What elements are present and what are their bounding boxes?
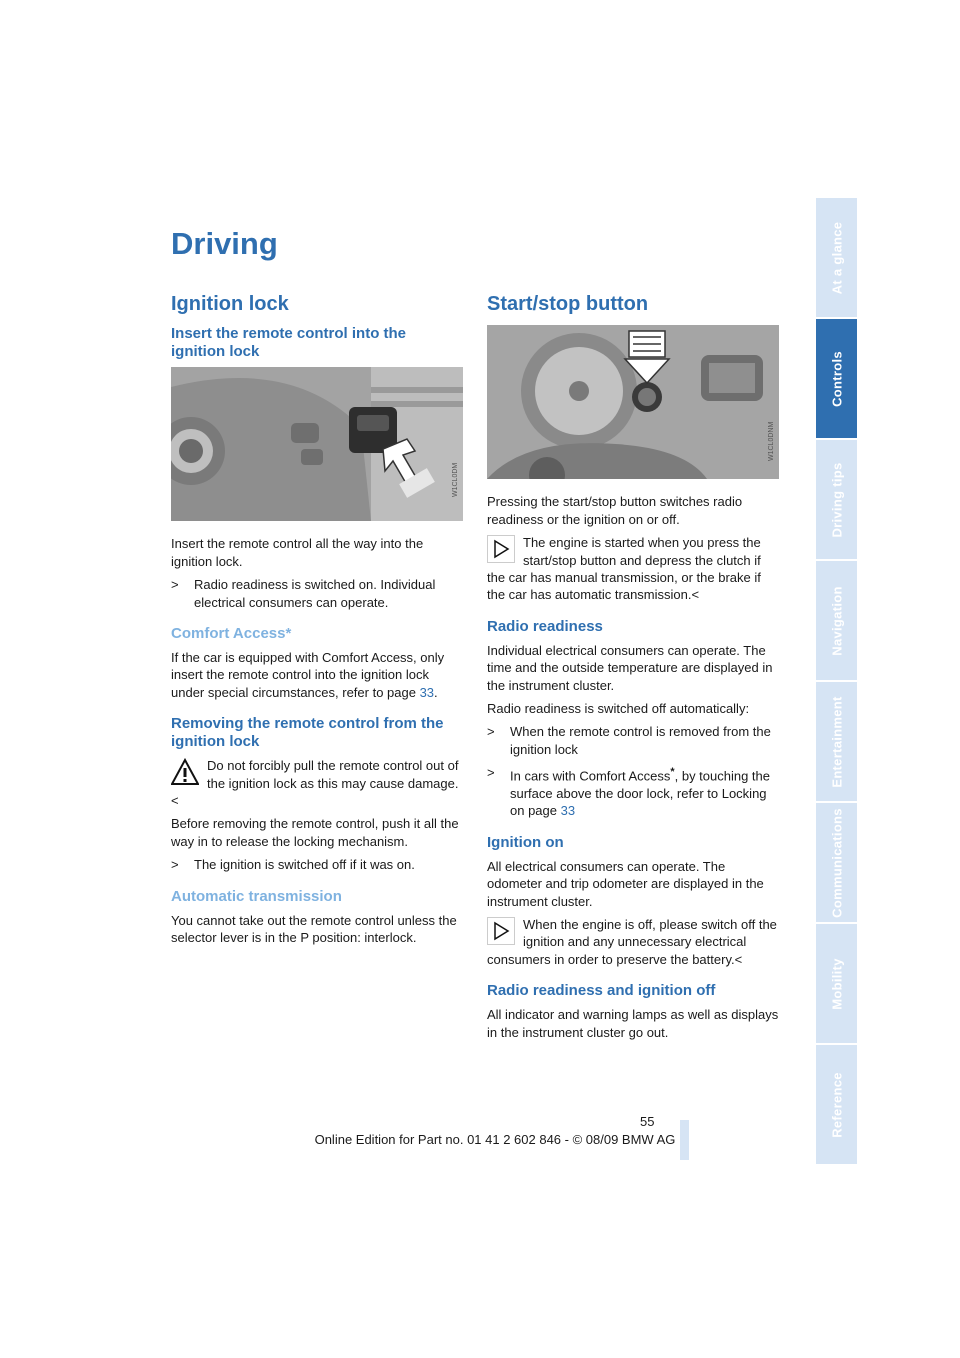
start-stop-heading: Start/stop button: [487, 293, 649, 315]
comfort-access-text: If the car is equipped with Comfort Access, only insert the remote control into the ignition lock under special circumstances, refer to page 33.: [171, 650, 445, 700]
warning-triangle-icon: [171, 758, 199, 786]
tab-at-a-glance[interactable]: At a glance: [816, 198, 857, 317]
page-number: 55: [640, 1114, 655, 1129]
radio-readiness-text: Individual electrical consumers can operate. The time and the outside temperature are displayed in the instrument cluster.: [487, 642, 773, 693]
info-note: When the engine is off, please switch off the ignition and any unnecessary electrical consumers in order to preserve the battery.<: [487, 917, 777, 967]
list-item: > Radio readiness is switched on. Individual electrical consumers can operate.: [171, 577, 436, 610]
insert-remote-heading: Insert the remote control into the ignition lock: [171, 325, 407, 361]
start-stop-button-image: [487, 325, 779, 479]
footer-edition: Online Edition for Part no. 01 41 2 602 846 - © 08/09 BMW AG: [314, 1132, 676, 1147]
radio-ignition-off-text: All indicator and warning lamps as well as displays in the instrument cluster go out.: [487, 1007, 779, 1040]
start-stop-figure: [487, 325, 779, 479]
automatic-transmission-heading: Automatic transmission: [171, 887, 342, 905]
tab-reference[interactable]: Reference: [816, 1045, 857, 1164]
list-item: > In cars with Comfort Access*, by touching the surface above the door lock, refer to Locking on page 33: [487, 765, 771, 819]
page-link-33[interactable]: 33: [419, 684, 435, 700]
removing-remote-heading: Removing the remote control from the ignition lock: [171, 715, 444, 751]
tab-controls[interactable]: Controls: [816, 319, 857, 438]
tab-communications[interactable]: Communications: [816, 803, 857, 922]
note-arrow-icon: [487, 535, 515, 563]
list-item: > When the remote control is removed from the ignition lock: [487, 724, 771, 757]
left-column: [171, 293, 465, 953]
ignition-on-text: All electrical consumers can operate. The odometer and trip odometer are displayed in the instrument cluster.: [487, 858, 764, 909]
comfort-access-heading: Comfort Access*: [171, 625, 292, 643]
radio-ignition-off-heading: Radio readiness and ignition off: [487, 982, 716, 1000]
tab-navigation[interactable]: Navigation: [816, 561, 857, 680]
tab-driving-tips[interactable]: Driving tips: [816, 440, 857, 559]
ignition-lock-heading: Ignition lock: [171, 293, 289, 315]
automatic-transmission-text: You cannot take out the remote control unless the selector lever is in the P position: interlock.: [171, 912, 457, 946]
page-title: Driving: [171, 226, 278, 261]
note-arrow-icon: [487, 917, 515, 945]
steering-wheel-remote-image: [171, 367, 463, 521]
figure-code: W1CL0DM: [452, 463, 459, 498]
remove-instruction: Before removing the remote control, push it all the way in to release the locking mechanism.: [171, 816, 459, 849]
radio-readiness-heading: Radio readiness: [487, 617, 603, 635]
figure-code: W1CL0DNM: [768, 422, 775, 462]
info-note: The engine is started when you press the start/stop button and depress the clutch if the car has manual transmission, or the brake if the car has automatic transmission.<: [487, 535, 761, 603]
page-link-33[interactable]: 33: [560, 803, 576, 819]
footer: [0, 1132, 960, 1147]
warning-note: Do not forcibly pull the remote control out of the ignition lock as this may cause damage.<: [171, 758, 459, 809]
ignition-lock-figure: [171, 367, 463, 521]
radio-off-text: Radio readiness is switched off automatically:: [487, 701, 750, 717]
list-item: > The ignition is switched off if it was on.: [171, 857, 415, 873]
tab-mobility[interactable]: Mobility: [816, 924, 857, 1043]
chapter-tabs: [816, 198, 857, 1166]
ignition-on-heading: Ignition on: [487, 833, 564, 851]
right-column: [487, 293, 781, 1047]
insert-instruction: Insert the remote control all the way into the ignition lock.: [171, 536, 424, 569]
start-stop-intro: Pressing the start/stop button switches radio readiness or the ignition on or off.: [487, 494, 743, 527]
tab-entertainment[interactable]: Entertainment: [816, 682, 857, 801]
option-star: *: [670, 766, 675, 779]
